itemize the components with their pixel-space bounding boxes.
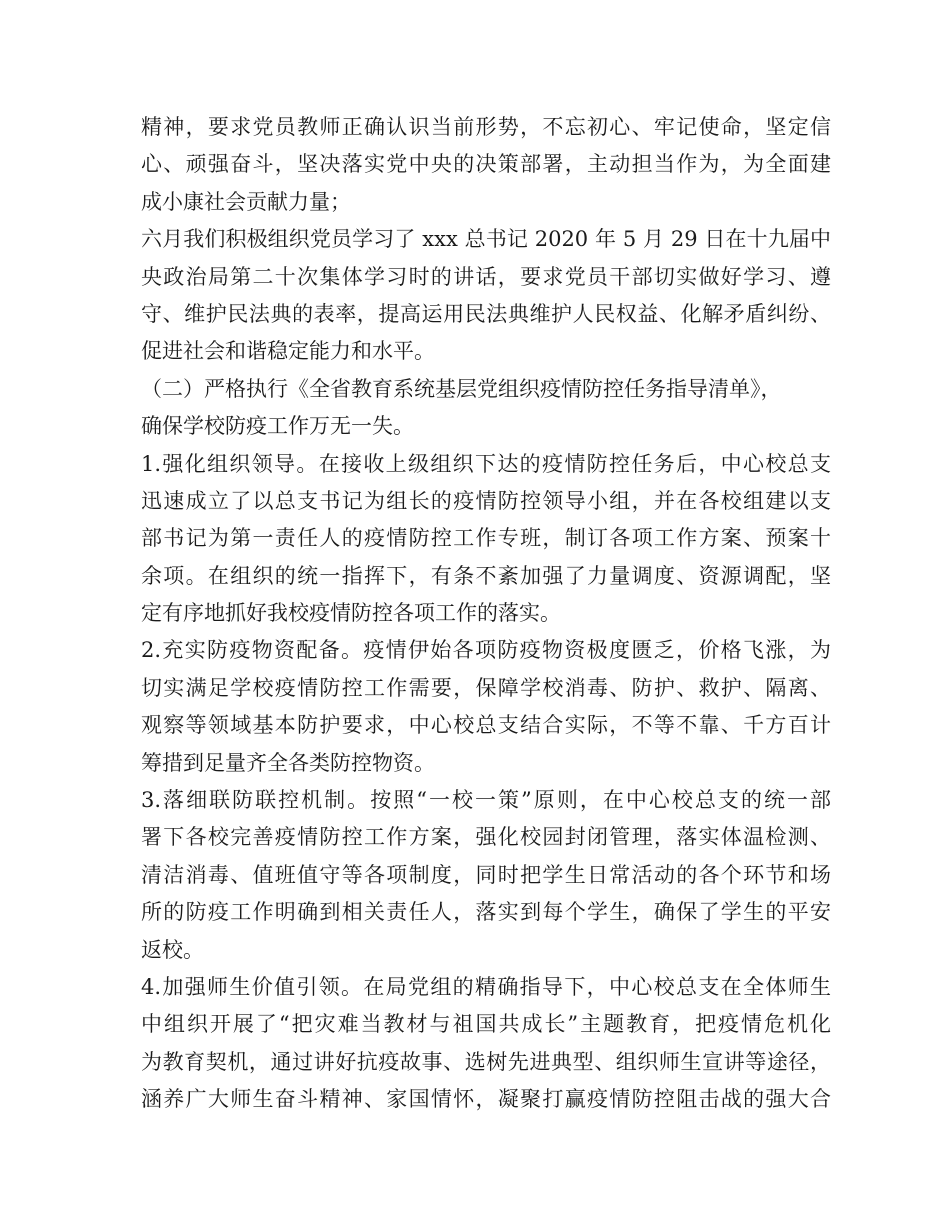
text-line: 署下各校完善疫情防控工作方案，强化校园封闭管理，落实体温检测、 [141, 825, 831, 850]
text-line: 4.加强师生价值引领。在局党组的精确指导下，中心校总支在全体师生 [141, 974, 831, 999]
text-line: 所的防疫工作明确到相关责任人，落实到每个学生，确保了学生的平安 [141, 900, 831, 925]
heading-line: 确保学校防疫工作万无一失。 [141, 414, 414, 439]
text-line: 守、维护民法典的表率，提高运用民法典维护人民权益、化解矛盾纠纷、 [141, 301, 831, 326]
text-line: 返校。 [141, 937, 204, 962]
list-item-3 [141, 782, 831, 969]
text-line: 精神，要求党员教师正确认识当前形势，不忘初心、牢记使命，坚定信 [141, 115, 831, 139]
text-line: 余项。在组织的统一指挥下，有条不紊加强了力量调度、资源调配，坚 [141, 563, 831, 588]
list-item-1 [141, 446, 831, 633]
text-line: 3.落细联防联控机制。按照“一校一策”原则，在中心校总支的统一部 [141, 788, 831, 813]
text-line: 成小康社会贡献力量； [141, 189, 351, 214]
text-line: 迅速成立了以总支书记为组长的疫情防控领导小组，并在各校组建以支 [141, 488, 831, 513]
text-line: 部书记为第一责任人的疫情防控工作专班，制订各项工作方案、预案十 [141, 526, 831, 551]
document-body [141, 109, 831, 1119]
section-heading-2 [141, 371, 831, 446]
text-line: 观察等领域基本防护要求，中心校总支结合实际，不等不靠、千方百计 [141, 713, 831, 738]
paragraph-spirit [141, 109, 831, 221]
text-line: 六月我们积极组织党员学习了 xxx 总书记 2020 年 5 月 29 日在十九届中 [141, 227, 831, 252]
text-line: 央政治局第二十次集体学习时的讲话，要求党员干部切实做好学习、遵 [141, 264, 831, 289]
text-line: 为教育契机，通过讲好抗疫故事、选树先进典型、组织师生宣讲等途径， [141, 1049, 831, 1074]
paragraph-june-study [141, 221, 831, 371]
text-line: 定有序地抓好我校疫情防控各项工作的落实。 [141, 601, 561, 626]
text-line: 促进社会和谐稳定能力和水平。 [141, 339, 435, 364]
text-line: 涵养广大师生奋斗精神、家国情怀，凝聚打赢疫情防控阻击战的强大合 [141, 1087, 831, 1112]
list-item-2 [141, 632, 831, 782]
text-line: 1.强化组织领导。在接收上级组织下达的疫情防控任务后，中心校总支 [141, 451, 831, 476]
text-line: 2.充实防疫物资配备。疫情伊始各项防疫物资极度匮乏，价格飞涨，为 [141, 638, 831, 663]
text-line: 筹措到足量齐全各类防控物资。 [141, 750, 435, 775]
text-line: 清洁消毒、值班值守等各项制度，同时把学生日常活动的各个环节和场 [141, 862, 831, 887]
text-line: 切实满足学校疫情防控工作需要，保障学校消毒、防护、救护、隔离、 [141, 675, 831, 700]
heading-line: （二）严格执行《全省教育系统基层党组织疫情防控任务指导清单》， [141, 376, 782, 401]
text-line: 心、顽强奋斗，坚决落实党中央的决策部署，主动担当作为，为全面建 [141, 152, 831, 177]
text-line: 中组织开展了“把灾难当教材与祖国共成长”主题教育，把疫情危机化 [141, 1012, 831, 1037]
list-item-4 [141, 969, 831, 1119]
